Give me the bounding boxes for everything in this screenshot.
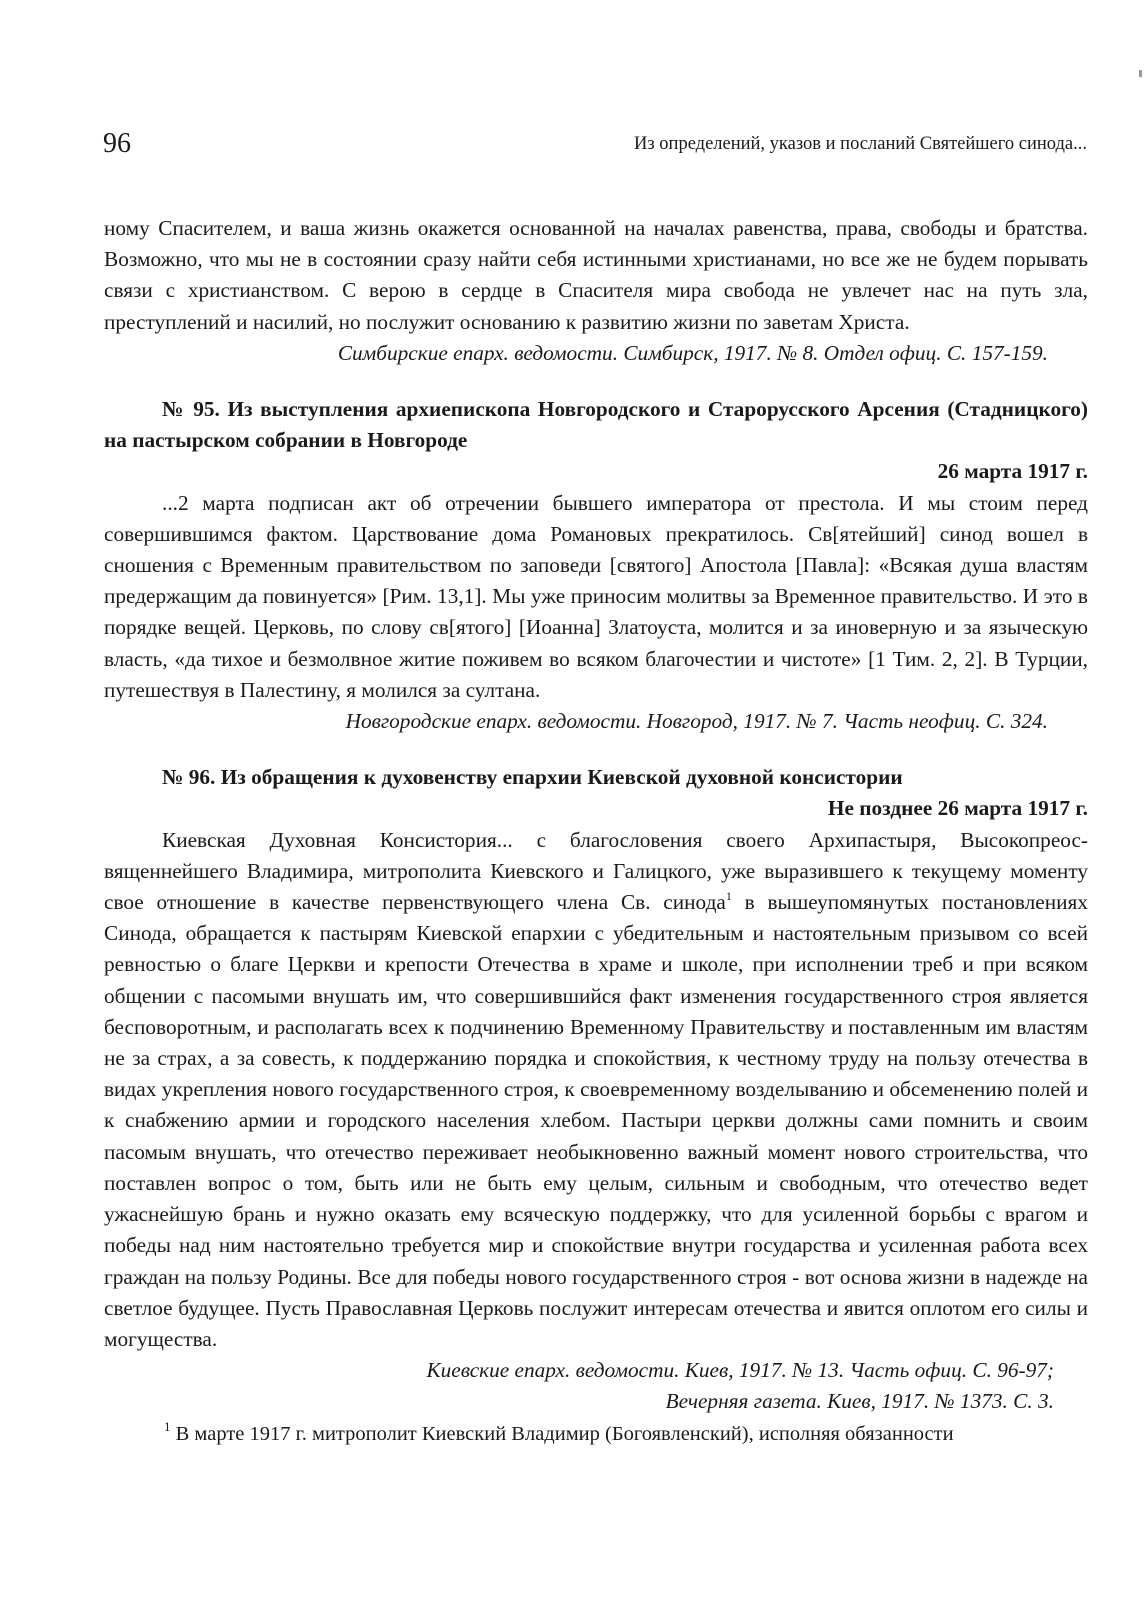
doc95-title: Из выступления архиепископа Новгородского и Старорусского Арсения (Стадницкого) на пастырском собрании в Новгороде [104,397,1088,453]
doc95-date: 26 марта 1917 г. [937,459,1088,484]
footnote [104,1419,1088,1450]
doc96-title: Из обращения к духовенству епархии Киевской духовной консистории [220,765,903,790]
doc96-text-part-2: в вышеупомянутых постановлениях Синода, обращается к пастырям Киевской епархии с убедительным и настоятельным призывом со всей ревностью о благе Церкви и крепости Отечества в храме и школе, при исполнении треб и при всяком общении с пасомыми внушать им, что совершившийся факт изменения государственного строя является бесповоротным, и располагать всех к подчинению Временному Правительству и поставленным им властям не за страх, а за совесть, к поддержанию порядка и спокойствия, к честному труду на пользу отечества в видах укрепления нового государственного строя, к своевременному возделыванию и обсеменению полей и к снабжению армии и городского населения хлебом. Пастыри церкви должны сами помнить и своим пасомым внушать, что отечество переживает необыкновенно важный момент нового строительства, что поставлен вопрос о том, быть или не быть ему целым, сильным и свободным, что отечество ведет ужаснейшую брань и нужно оказать ему всяческую поддержку, что для усиленной борьбы с врагом и победы над ним настоятельно требуется мир и спокойствие внутри государства и усиленная работа всех граждан на пользу Родины. Все для победы нового государственного строя - вот основа жизни в надежде на светлое будущее. Пусть Православная Церковь послужит интересам отечества и явится оплотом его силы и могущества. [104,890,1088,1351]
page-content [104,213,1088,1450]
doc96-text [104,825,1088,1355]
doc96-source-1: Киевские епарх. ведомости. Киев, 1917. № 13. Часть офиц. С. 96-97; [426,1358,1054,1383]
doc96-date: Не позднее 26 марта 1917 г. [827,796,1088,821]
doc95-number: № 95. [162,397,220,422]
continuation-source: Симбирские епарх. ведомости. Симбирск, 1917. № 8. Отдел офиц. С. 157-159. [337,340,1048,365]
doc95-source: Новгородские епарх. ведомости. Новгород, 1917. № 7. Часть неофиц. С. 324. [345,709,1048,734]
running-title: Из определений, указов и посланий Святейшего синода... [634,134,1087,154]
continuation-paragraph: ному Спасителем, и ваша жизнь окажется основанной на началах равенства, права, свободы и братства. Возможно, что мы не в состоянии сразу найти себя истинными христианами, но все же не будем порывать связи с христианством. С верою в сердце в Спасителя мира свобода не увлечет нас на путь зла, преступлений и насилий, но послужит основанию к развитию жизни по заветам Христа. [104,216,1088,334]
footnote-reference[interactable]: 1 [725,889,732,904]
doc96-heading [104,762,1088,793]
footnote-text: В марте 1917 г. митрополит Киевский Владимир (Богоявленский), исполняя обязанности [170,1422,954,1445]
doc96-text-part-1: Киевская Духовная Консистория... с благословения своего Архипастыря, Высокопреос-вященнейшего Владимира, митрополита Киевского и Галицкого, уже выразившего к текущему моменту свое отношение в качестве первенствующего члена Св. синода [104,827,1088,915]
page-header [103,128,1087,168]
scan-speck [1139,70,1142,77]
page-number: 96 [103,128,131,159]
doc95-text: ...2 марта подписан акт об отречении бывшего императора от престола. И мы стоим перед совершившимся фактом. Царствование дома Романовых прекратилось. Св[ятейший] синод вошел в сношения с Временным правительством по заповеди [святого] Апостола [Павла]: «Всякая душа властям предержащим да повинуется» [Рим. 13,1]. Мы уже приносим молитвы за Временное правительство. И это в порядке вещей. Церковь, по слову св[ятого] [Иоанна] Златоуста, молится и за иноверную и за языческую власть, «да тихое и безмолвное житие поживем во всяком благочестии и чистоте» [1 Тим. 2, 2]. В Турции, путешествуя в Палестину, я молился за султана. [104,490,1088,702]
doc95-heading [104,394,1088,456]
footnote-mark: 1 [164,1418,171,1434]
doc96-number: № 96. [162,765,216,790]
doc96-source-2: Вечерняя газета. Киев, 1917. № 1373. С. 3. [665,1389,1054,1414]
